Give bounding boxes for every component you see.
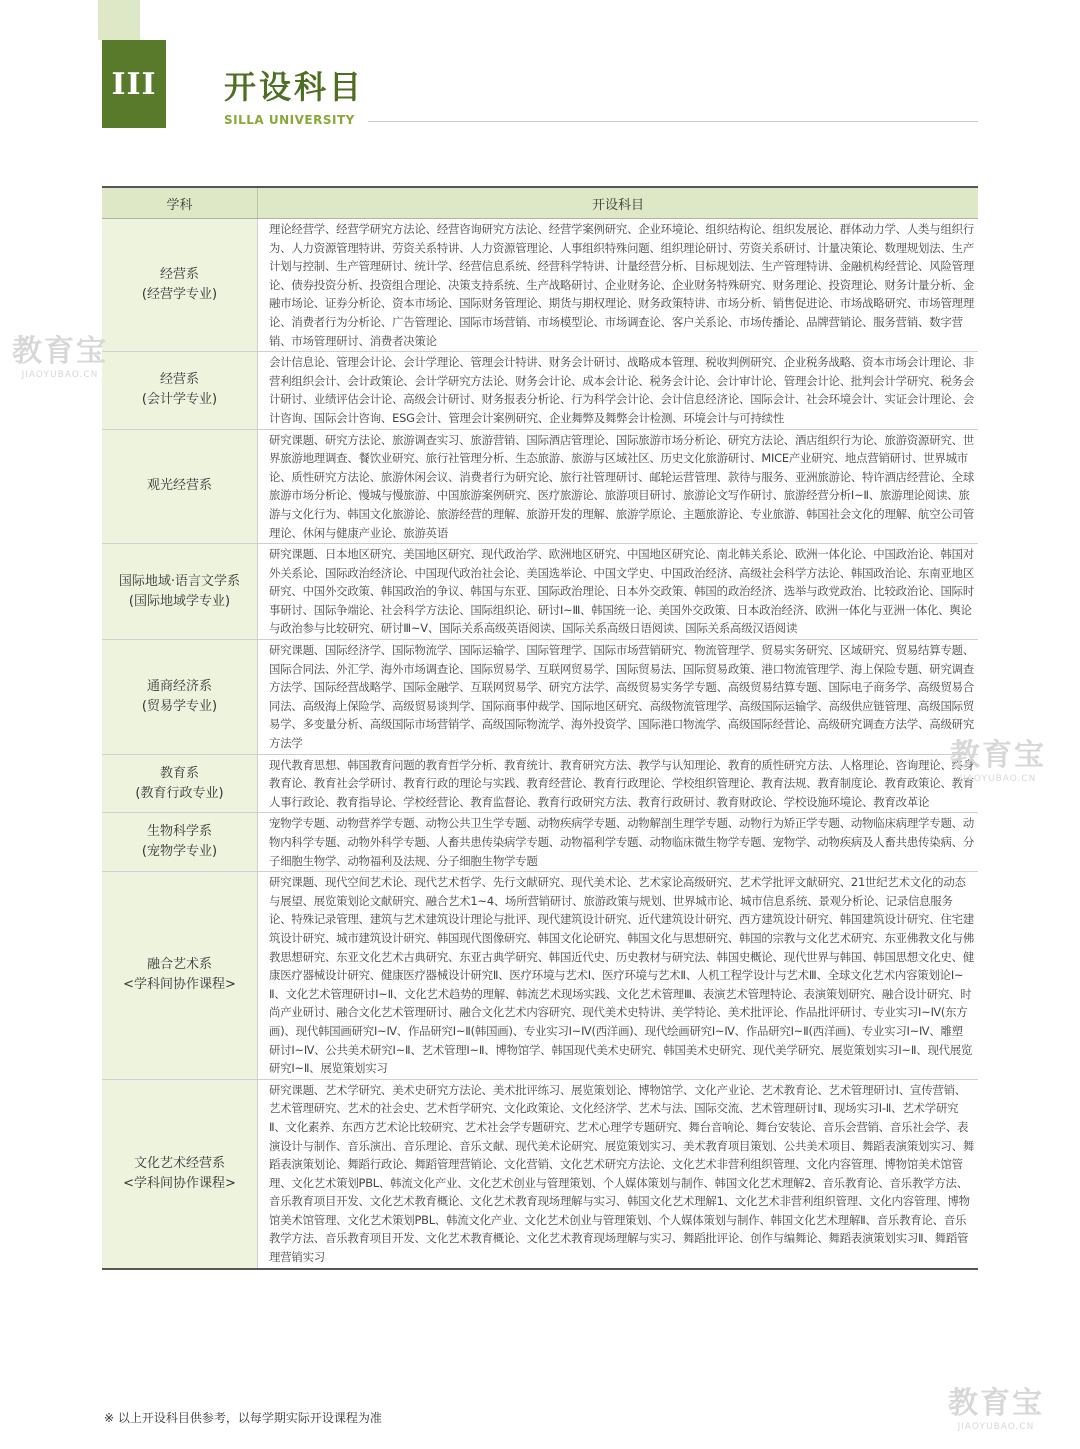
section-title: 开设科目 (224, 68, 365, 106)
subject-cell (102, 640, 258, 754)
header-courses: 开设科目 (591, 197, 644, 213)
subject-name: 国际地域·语言文学系 (118, 573, 241, 589)
table-row (102, 219, 978, 352)
subject-cell (102, 430, 258, 544)
top-accent-band (98, 0, 140, 40)
watermark-url: JIAOYUBAO.CN (957, 1422, 1035, 1432)
course-list: 研究课题、研究方法论、旅游调查实习、旅游营销、国际酒店管理论、国际旅游市场分析论、研究方法论、酒店组织行为论、旅游资源研究、世界旅游地理调查、餐饮业研究、旅行社管理分析、生态旅游、旅游与区域社区、历史文化旅游研讨、MICE产业研究、地点营销研讨、世界城市论、质性研究方法论、旅游休闲会议、消费者行为研究论、旅行社管理研讨、邮轮运营管理、款待与服务、亚洲旅游论、特许酒店经营论、全球旅游市场分析论、慢城与慢旅游、中国旅游案例研究、医疗旅游论、旅游项目研讨、旅游论文写作研讨、旅游经营分析Ⅰ~Ⅱ、旅游理论阅读、旅游与文化行为、韩国文化旅游论、旅游经营的理解、旅游开发的理解、旅游学原论、主题旅游论、专业旅游、韩国社会文化的理解、航空公司管理论、休闲与健康产业论、旅游英语 (269, 432, 975, 540)
watermark-text: 教育宝 (950, 738, 1046, 773)
watermark (12, 326, 108, 380)
watermark (950, 730, 1046, 784)
table-row (102, 1080, 978, 1268)
subject-name: 经营系 (159, 267, 199, 283)
watermark-text: 教育宝 (948, 1386, 1044, 1421)
table-row (102, 872, 978, 1080)
subject-major: (会计学专业) (141, 392, 218, 408)
subject-name: 教育系 (159, 765, 199, 781)
course-list: 宠物学专题、动物营养学专题、动物公共卫生学专题、动物疾病学专题、动物解剖生理学专题、动物行为矫正学专题、动物临床病理学专题、动物内科学专题、动物外科学专题、人畜共患传染病学专题、动物福利学专题、动物临床微生物学专题、宠物学、动物疾病及人畜共患传染病、分子细胞生物学、动物福利及法规、分子细胞生物学专题 (269, 816, 975, 868)
subject-major: (国际地域学专业) (128, 593, 231, 609)
subject-cell (102, 219, 258, 351)
subject-major: (贸易学专业) (141, 698, 218, 714)
table-row (102, 544, 978, 640)
subject-cell (102, 872, 258, 1079)
watermark (948, 1378, 1044, 1432)
subject-cell (102, 813, 258, 871)
subject-name: 观光经营系 (146, 478, 212, 494)
table-row (102, 640, 978, 755)
table-row (102, 430, 978, 545)
subject-major: <学科间协作课程> (123, 977, 236, 993)
subject-cell (102, 1080, 258, 1268)
subject-major: (宠物学专业) (141, 844, 218, 860)
subject-cell (102, 755, 258, 813)
course-list: 现代教育思想、韩国教育问题的教育哲学分析、教育统计、教育研究方法、教学与认知理论、教育的质性研究方法、人格理论、咨询理论、终身教育论、教育社会学研讨、教育行政的理论与实践、教育经营论、教育行政理论、学校组织管理论、教育法规、教育制度论、教育政策论、教育人事行政论、教育指导论、学校经营论、教育监督论、教育行政研究方法、教育行政研讨、教育财政论、学校设施环境论、教育改革论 (269, 757, 975, 809)
subject-name: 文化艺术经营系 (133, 1155, 225, 1171)
subject-name: 通商经济系 (146, 678, 212, 694)
table-header (102, 188, 978, 219)
section-number-badge: III (102, 40, 166, 128)
subject-name: 生物科学系 (146, 824, 212, 840)
university-name: SILLA UNIVERSITY (224, 113, 355, 127)
subject-cell (102, 352, 258, 428)
watermark-text: 教育宝 (12, 334, 108, 369)
table-row (102, 813, 978, 872)
subject-name: 经营系 (159, 372, 199, 388)
table-row (102, 352, 978, 429)
table-row (102, 755, 978, 814)
course-list: 理论经营学、经营学研究方法论、经营咨询研究方法论、经营学案例研究、企业环境论、组织结构论、组织发展论、群体动力学、人类与组织行为、人力资源管理特讲、劳资关系特讲、人力资源管理论、人事组织特殊问题、组织理论研讨、劳资关系研讨、计量决策论、数理规划法、生产计划与控制、生产管理研讨、统计学、经营信息系统、经营科学特讲、计量经营分析、目标规划法、生产管理特讲、金融机构经营论、风险管理论、债券投资分析、投资组合理论、决策支持系统、生产战略研讨、企业财务论、企业财务特殊研究、财务理论、投资理论、财务计量分析、金融市场论、证券分析论、资本市场论、国际财务管理论、期货与期权理论、财务政策特讲、市场分析、销售促进论、市场战略研究、市场管理理论、消费者行为分析论、广告管理论、国际市场营销、市场模型论、市场调查论、客户关系论、市场传播论、品牌营销论、服务营销、数字营销、市场管理研讨、消费者决策论 (269, 222, 975, 348)
header-rule (368, 121, 978, 122)
subject-major: (经营学专业) (141, 287, 218, 303)
subject-major: <学科间协作课程> (123, 1175, 236, 1191)
course-list: 研究课题、艺术学研究、美术史研究方法论、美术批评练习、展览策划论、博物馆学、文化产业论、艺术教育论、艺术管理研讨Ⅰ、宣传营销、艺术管理研究、艺术的社会史、艺术哲学研究、文化政策论、文化经济学、艺术与法、国际交流、艺术管理研讨Ⅱ、现场实习Ⅰ-Ⅱ、艺术学研究Ⅱ、文化素养、东西方艺术论比较研究、艺术社会学专题研究、艺术心理学专题研究、舞台音响论、舞台安装论、音乐会营销、音乐社会学、表演设计与制作、音乐演出、音乐理论、音乐文献、现代美术论研究、展览策划实习、美术教育项目策划、公共美术项目、舞蹈表演策划实习、舞蹈表演策划论、舞蹈行政论、舞蹈管理营销论、文化营销、文化艺术研究方法论、文化艺术非营利组织管理、文化内容管理、博物馆美术馆管理、文化艺术策划PBL、韩流文化产业、文化艺术创业与管理策划、个人媒体策划与制作、韩国文化艺术理解2、音乐教育论、音乐教学方法、音乐教育项目开发、文化艺术教育概论、文化艺术教育现场理解与实习、韩国文化艺术理解1、文化艺术非营利组织管理、文化内容管理、博物馆美术馆管理、文化艺术策划PBL、韩流文化产业、文化艺术创业与管理策划、个人媒体策划与制作、韩国文化艺术理解Ⅱ、音乐教育论、音乐教学方法、音乐教育项目开发、文化艺术教育概论、文化艺术教育现场理解与实习、舞蹈批评论、创作与编舞论、舞蹈表演策划实习Ⅱ、舞蹈管理营销实习 (269, 1082, 975, 1265)
header-subject: 学科 (102, 188, 258, 218)
course-list: 研究课题、日本地区研究、美国地区研究、现代政治学、欧洲地区研究、中国地区研究论、南北韩关系论、欧洲一体化论、中国政治论、韩国对外关系论、国际政治经济论、中国现代政治社会论、美国选举论、中国文学史、中国政治经济、高级社会科学方法论、韩国政治论、东南亚地区研究、中国外交政策、韩国政治的争议、韩国与东亚、国际政治理论、日本外交政策、韩国的政治经济、选举与政党政治、比较政治论、国际时事研讨、国际争端论、社会科学方法论、国际组织论、研讨Ⅰ~Ⅲ、韩国统一论、美国外交政策、日本政治经济、欧洲一体化与亚洲一体化、舆论与政治参与比较研究、研讨Ⅲ~Ⅴ、国际关系高级英语阅读、国际关系高级日语阅读、国际关系高级汉语阅读 (269, 547, 975, 636)
watermark-url: JIAOYUBAO.CN (21, 370, 99, 380)
footnote: ※ 以上开设科目供参考，以每学期实际开设课程为准 (104, 1411, 382, 1425)
subject-name: 融合艺术系 (146, 957, 212, 973)
course-list: 研究课题、现代空间艺术论、现代艺术哲学、先行文献研究、现代美术论、艺术家论高级研究、艺术学批评文献研究、21世纪艺术文化的动态与展望、展览策划论文献研究、融合艺术1~4、场所营销研讨、旅游政策与规划、世界城市论、城市信息系统、景观分析论、记录信息服务论、特殊记录管理、建筑与艺术建筑设计理论与批评、现代建筑设计研究、近代建筑设计研究、西方建筑设计研究、韩国建筑设计研究、住宅建筑设计研究、城市建筑设计研究、韩国现代图像研究、韩国文化论研究、韩国文化与思想研究、韩国的宗教与文化艺术研究、东亚佛教文化与佛教思想研究、东亚文化艺术古典研究、东亚古典学研究、韩国近代史、历史教材与研究法、韩国史概论、现代世界与韩国、韩国思想文化史、健康医疗器械设计研究、健康医疗器械设计研究Ⅱ、医疗环境与艺术Ⅰ、医疗环境与艺术Ⅱ、人机工程学设计与艺术Ⅲ、全球文化艺术内容策划论Ⅰ~Ⅱ、文化艺术管理研讨Ⅰ~Ⅱ、文化艺术趋势的理解、韩流艺术现场实践、文化艺术管理Ⅲ、表演艺术管理特论、表演策划研究、融合设计研究、时尚产业研讨、融合文化艺术管理研讨、融合文化艺术内容研究、现代美术史特讲、美学特论、美术批评论、作品批评研讨、专业实习Ⅰ~Ⅳ(东方画)、现代韩国画研究Ⅰ~Ⅳ、作品研究Ⅰ~Ⅱ(韩国画)、专业实习Ⅰ~Ⅳ(西洋画)、现代绘画研究Ⅰ~Ⅳ、作品研究Ⅰ~Ⅱ(西洋画)、专业实习Ⅰ~Ⅳ、雕塑研讨Ⅰ~Ⅳ、公共美术研究Ⅰ~Ⅱ、艺术管理Ⅰ~Ⅱ、博物馆学、韩国现代美术史研究、韩国美术史研究、现代美学研究、展览策划实习Ⅰ~Ⅱ、现代展览研究Ⅰ~Ⅱ、展览策划实习 (269, 875, 975, 1076)
subject-major: (教育行政专业) (135, 785, 224, 801)
course-list: 研究课题、国际经济学、国际物流学、国际运输学、国际管理学、国际市场营销研究、物流管理学、贸易实务研究、区域研究、贸易结算专题、国际合同法、外汇学、海外市场调查论、国际贸易学、互联网贸易学、国际贸易法、国际贸易政策、港口物流管理学、海上保险专题、研究调查方法学、国际经营战略学、国际金融学、互联网贸易学、研究方法学、高级贸易实务学专题、高级贸易结算专题、国际电子商务学、高级贸易合同法、高级海上保险学、高级贸易谈判学、国际商事仲裁学、国际地区研究、高级物流管理学、高级国际运输学、高级供应链管理、高级国际贸易学、多变量分析、高级国际市场营销学、高级国际物流学、海外投资学、国际港口物流学、高级国际经营论、高级研究调查方法学、高级研究方法学 (269, 643, 975, 751)
watermark-url: JIAOYUBAO.CN (959, 774, 1037, 784)
subject-cell (102, 544, 258, 639)
courses-table (102, 186, 978, 1270)
course-list: 会计信息论、管理会计论、会计学理论、管理会计特讲、财务会计研讨、战略成本管理、税收判例研究、企业税务战略、资本市场会计理论、非营利组织会计、会计政策论、会计学研究方法论、财务会计论、成本会计论、税务会计论、会计审计论、管理会计论、批判会计学研究、税务会计研讨、业绩评估会计论、高级会计研讨、财务报表分析论、行为科学会计论、会计信息经济论、国际会计、社会环境会计、实证会计理论、会计咨询、国际会计咨询、ESG会计、管理会计案例研究、企业舞弊及舞弊会计检测、环境会计与可持续性 (269, 355, 975, 425)
